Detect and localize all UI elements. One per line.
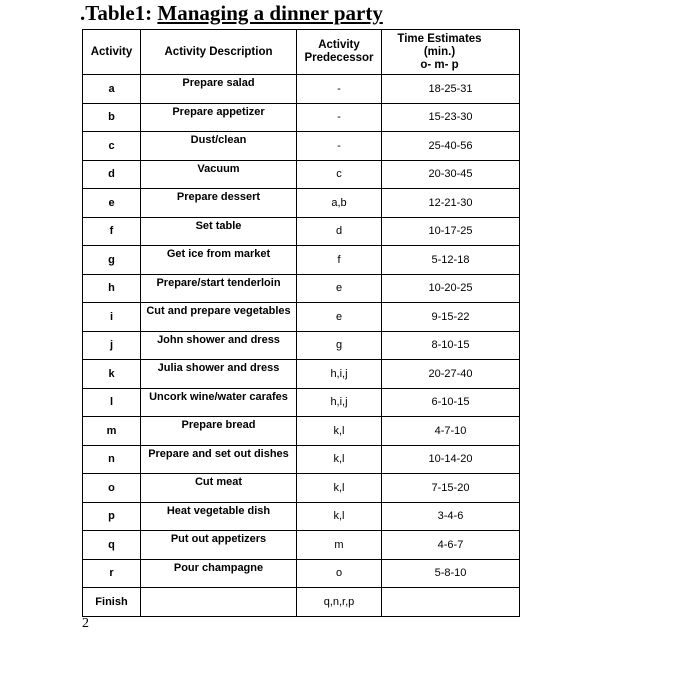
activity-cell: p (83, 502, 141, 531)
table-row (83, 417, 520, 446)
predecessor-cell: e (297, 274, 382, 303)
time-estimate-cell: 5-8-10 (382, 559, 520, 588)
time-estimate-cell: 20-27-40 (382, 360, 520, 389)
time-estimate-cell: 4-7-10 (382, 417, 520, 446)
header-predecessor (297, 30, 382, 75)
table-row (83, 360, 520, 389)
time-estimate-cell: 12-21-30 (382, 189, 520, 218)
activity-cell: m (83, 417, 141, 446)
activity-cell: o (83, 474, 141, 503)
time-estimate-cell (382, 588, 520, 617)
description-cell: Prepare salad (141, 75, 297, 104)
time-estimate-cell: 10-14-20 (382, 445, 520, 474)
description-cell: John shower and dress (141, 331, 297, 360)
activity-cell: a (83, 75, 141, 104)
table-row (83, 189, 520, 218)
description-cell: Get ice from market (141, 246, 297, 275)
activity-cell: n (83, 445, 141, 474)
predecessor-cell: m (297, 531, 382, 560)
predecessor-cell: o (297, 559, 382, 588)
description-cell: Prepare and set out dishes (141, 445, 297, 474)
header-time-line3: o- m- p (420, 58, 459, 71)
activity-cell: q (83, 531, 141, 560)
time-estimate-cell: 10-17-25 (382, 217, 520, 246)
predecessor-cell: g (297, 331, 382, 360)
header-description: Activity Description (141, 30, 297, 75)
activity-cell: j (83, 331, 141, 360)
activity-table (82, 29, 520, 617)
table-row (83, 217, 520, 246)
description-cell: Cut and prepare vegetables (141, 303, 297, 332)
description-cell: Heat vegetable dish (141, 502, 297, 531)
activity-cell: b (83, 103, 141, 132)
predecessor-cell: c (297, 160, 382, 189)
table-row (83, 445, 520, 474)
table-row (83, 246, 520, 275)
predecessor-cell: h,i,j (297, 388, 382, 417)
activity-cell: c (83, 132, 141, 161)
predecessor-cell: q,n,r,p (297, 588, 382, 617)
description-cell: Prepare dessert (141, 189, 297, 218)
predecessor-cell: k,l (297, 502, 382, 531)
description-cell: Julia shower and dress (141, 360, 297, 389)
description-cell: Dust/clean (141, 132, 297, 161)
time-estimate-cell: 20-30-45 (382, 160, 520, 189)
table-row (83, 75, 520, 104)
predecessor-cell: h,i,j (297, 360, 382, 389)
table-row (83, 303, 520, 332)
predecessor-cell: a,b (297, 189, 382, 218)
table-row (83, 531, 520, 560)
header-time-line1: Time Estimates (397, 32, 482, 45)
time-estimate-cell: 5-12-18 (382, 246, 520, 275)
time-estimate-cell: 8-10-15 (382, 331, 520, 360)
predecessor-cell: k,l (297, 445, 382, 474)
time-estimate-cell: 15-23-30 (382, 103, 520, 132)
activity-cell: i (83, 303, 141, 332)
predecessor-cell: k,l (297, 474, 382, 503)
table-row (83, 103, 520, 132)
activity-cell: Finish (83, 588, 141, 617)
predecessor-cell: - (297, 103, 382, 132)
time-estimate-cell: 4-6-7 (382, 531, 520, 560)
table-row (83, 474, 520, 503)
activity-cell: l (83, 388, 141, 417)
page-number: 2 (82, 616, 89, 631)
time-estimate-cell: 25-40-56 (382, 132, 520, 161)
description-cell: Set table (141, 217, 297, 246)
time-estimate-cell: 10-20-25 (382, 274, 520, 303)
activity-cell: g (83, 246, 141, 275)
description-cell: Prepare/start tenderloin (141, 274, 297, 303)
predecessor-cell: k,l (297, 417, 382, 446)
table-row (83, 274, 520, 303)
description-cell: Put out appetizers (141, 531, 297, 560)
title-prefix: .Table1: (80, 1, 158, 25)
table-row (83, 331, 520, 360)
table-row (83, 559, 520, 588)
header-time (382, 30, 520, 75)
activity-cell: d (83, 160, 141, 189)
predecessor-cell: e (297, 303, 382, 332)
header-predecessor-line1: Activity (318, 39, 360, 51)
activity-cell: f (83, 217, 141, 246)
table-row (83, 160, 520, 189)
table-row (83, 388, 520, 417)
description-cell (141, 588, 297, 617)
description-cell: Prepare bread (141, 417, 297, 446)
activity-cell: r (83, 559, 141, 588)
table-title (80, 0, 383, 26)
predecessor-cell: - (297, 75, 382, 104)
header-activity: Activity (83, 30, 141, 75)
description-cell: Vacuum (141, 160, 297, 189)
header-time-line2: (min.) (423, 45, 456, 58)
activity-cell: e (83, 189, 141, 218)
description-cell: Prepare appetizer (141, 103, 297, 132)
time-estimate-cell: 3-4-6 (382, 502, 520, 531)
description-cell: Uncork wine/water carafes (141, 388, 297, 417)
predecessor-cell: - (297, 132, 382, 161)
predecessor-cell: d (297, 217, 382, 246)
description-cell: Pour champagne (141, 559, 297, 588)
time-estimate-cell: 9-15-22 (382, 303, 520, 332)
time-estimate-cell: 6-10-15 (382, 388, 520, 417)
activity-cell: h (83, 274, 141, 303)
table-row (83, 132, 520, 161)
activity-cell: k (83, 360, 141, 389)
time-estimate-cell: 7-15-20 (382, 474, 520, 503)
predecessor-cell: f (297, 246, 382, 275)
description-cell: Cut meat (141, 474, 297, 503)
title-main: Managing a dinner party (157, 1, 383, 25)
header-row (83, 30, 520, 75)
header-predecessor-line2: Predecessor (304, 52, 374, 64)
table-row (83, 588, 520, 617)
time-estimate-cell: 18-25-31 (382, 75, 520, 104)
table-row (83, 502, 520, 531)
